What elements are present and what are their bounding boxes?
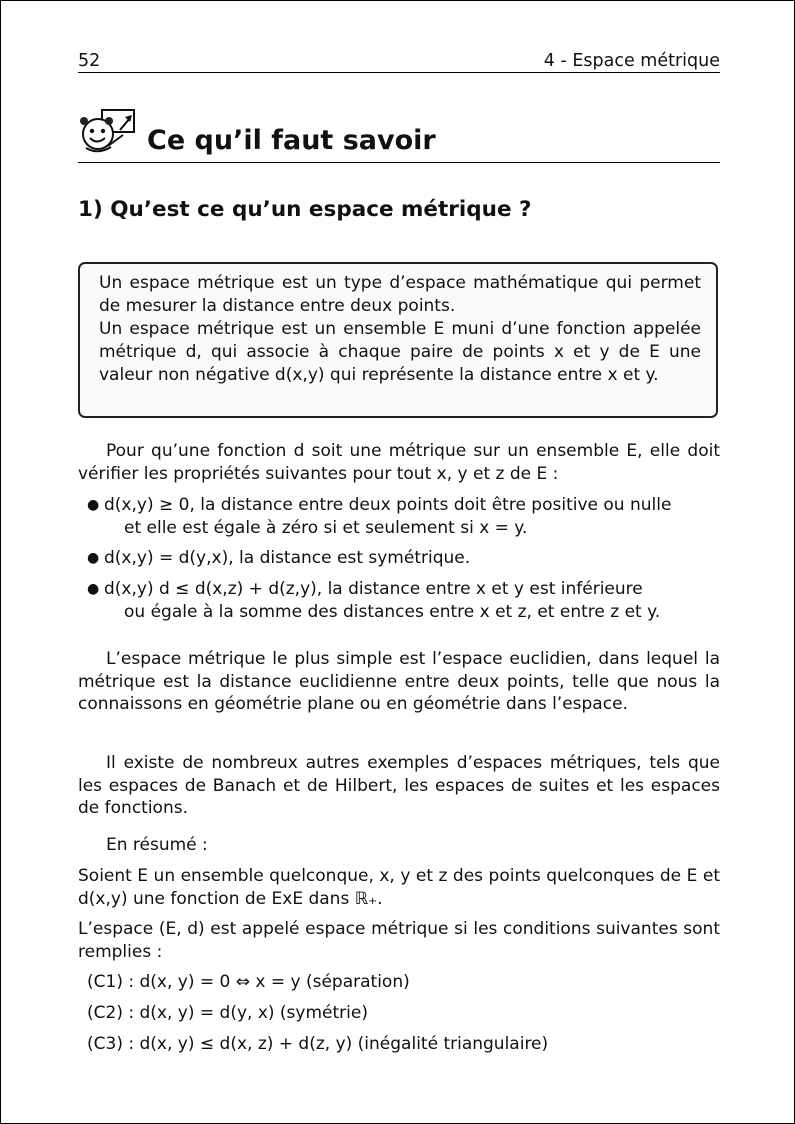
bullet-icon: ● <box>87 497 100 513</box>
condition-c2: (C2) : d(x, y) = d(y, x) (symétrie) <box>87 1003 368 1023</box>
condition-c3: (C3) : d(x, y) ≤ d(x, z) + d(z, y) (inégalité triangulaire) <box>87 1034 549 1054</box>
list-item <box>87 547 720 570</box>
section-title: 1) Qu’est ce qu’un espace métrique ? <box>78 197 532 222</box>
page-header <box>78 48 720 73</box>
examples-paragraph: Il existe de nombreux autres exemples d’espaces métriques, tels que les espaces de Banach et de Hilbert, les espaces de suites et les espaces de fonctions. <box>78 753 720 818</box>
bullet-icon: ● <box>87 581 100 597</box>
teacher-mascot-icon <box>78 108 138 156</box>
chapter-label: 4 - Espace métrique <box>543 51 720 71</box>
summary-text: Soient E un ensemble quelconque, x, y et z des points quelconques de E et d(x,y) une fonction de ExE dans ℝ₊. <box>78 866 720 909</box>
bullet-text: d(x,y) d ≤ d(x,z) + d(z,y), la distance entre x et y est inférieure <box>104 579 643 599</box>
euclid-paragraph: L’espace métrique le plus simple est l’espace euclidien, dans lequel la métrique est la distance euclidienne entre deux points, telle que nous la connaissons en géométrie plane ou en géométrie dans l’espace. <box>78 649 720 714</box>
definition-box <box>78 262 718 418</box>
list-item <box>87 578 720 623</box>
definition-text-1: Un espace métrique est un type d’espace mathématique qui permet de mesurer la distance entre deux points. <box>99 273 701 316</box>
chapter-title: Ce qu’il faut savoir <box>147 125 436 156</box>
conditions-intro: L’espace (E, d) est appelé espace métrique si les conditions suivantes sont remplies : <box>78 919 720 962</box>
bullet-text: d(x,y) ≥ 0, la distance entre deux points doit être positive ou nulle <box>104 495 672 515</box>
intro-paragraph: Pour qu’une fonction d soit une métrique sur un ensemble E, elle doit vérifier les propriétés suivantes pour tout x, y et z de E : <box>78 441 720 484</box>
bullet-text-cont: ou égale à la somme des distances entre x et z, et entre z et y. <box>124 601 661 622</box>
list-item <box>87 494 720 539</box>
bullet-icon: ● <box>87 550 100 566</box>
chapter-heading <box>78 107 720 163</box>
definition-text-2: Un espace métrique est un ensemble E muni d’une fonction appelée métrique d, qui associe à chaque paire de points x et y de E une valeur non négative d(x,y) qui représente la distance entre x et y. <box>99 319 701 385</box>
bullet-text: d(x,y) = d(y,x), la distance est symétrique. <box>104 548 471 568</box>
summary-label: En résumé : <box>106 835 208 855</box>
page-number: 52 <box>78 51 101 71</box>
condition-c1: (C1) : d(x, y) = 0 ⇔ x = y (séparation) <box>87 972 410 992</box>
bullet-text-cont: et elle est égale à zéro si et seulement si x = y. <box>124 517 528 538</box>
